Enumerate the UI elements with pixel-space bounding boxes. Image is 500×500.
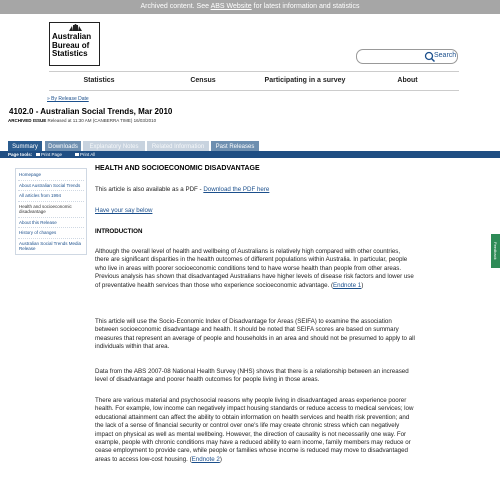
nav-item-statistics[interactable]: Statistics [83,77,115,84]
logo-text: Australian Bureau of Statistics [52,32,92,58]
nav-item-about[interactable]: About [397,77,418,84]
tab-downloads[interactable]: Downloads [45,141,81,151]
release-time: Released at 11:30 AM (CANBERRA TIME) 16/03/2010 [46,118,157,123]
endnote-2-link[interactable]: Endnote 2 [191,455,220,463]
nav-item-census[interactable]: Census [190,77,216,84]
download-pdf-link[interactable]: Download the PDF here [203,186,270,193]
sidebar-item-all-articles[interactable]: All articles from 1994 [18,191,84,202]
print-all-label: Print All [80,152,96,157]
print-page-button[interactable] [36,151,62,158]
sidebar-item-about-release[interactable]: About this Release [18,218,84,229]
by-release-date-link[interactable]: » By Release Date [47,96,89,102]
archive-banner-suffix: for latest information and statistics [251,3,360,10]
paragraph-2: This article will use the Socio-Economic Index of Disadvantage for Areas (SEIFA) to examine the association between socioeconomic disadvantage and health. It should be noted that SEIFA scores are based on summary measures that represent an average of people and households in an area and should not be presumed to apply to all individuals within that area. [95,318,415,351]
sidebar-item-history[interactable]: History of changes [18,228,84,239]
sidebar-item-about-ast[interactable]: About Australian Social Trends [18,181,84,192]
tab-related-information: Related Information [147,141,209,151]
search-button[interactable]: Search [434,52,457,59]
coat-of-arms-icon [69,24,82,32]
page-title: 4102.0 - Australian Social Trends, Mar 2010 [9,107,173,116]
pdf-line [95,186,415,194]
sidebar-item-homepage[interactable]: Homepage [18,170,84,181]
archived-issue-label: ARCHIVED ISSUE [8,118,47,123]
paragraph-4-text: There are various material and psychosocial reasons why people living in disadvantaged areas experience poorer health. For example, low income can negatively impact housing standards or reduce access to medical services; low educational attainment can affect the ability to obtain information on health services and health risk prevention; and the lack of a sense of financial security or control over one's life may create chronic stress which can negatively impact on physical as well as mental wellbeing. However, the direction of causality is not necessarily one way. For example, people with chronic conditions may have a reduced ability to earn income, family members may reduce or cease employment to provide care, while people or families whose income is reduced may move to disadvantaged areas to access low-cost housing. ( [95,397,414,463]
introduction-heading: INTRODUCTION [95,228,143,235]
main-nav [49,71,459,91]
have-your-say-link[interactable]: Have your say below [95,207,153,214]
archived-issue-line [8,118,156,123]
paragraph-1-end: ) [361,281,364,289]
tab-past-releases[interactable]: Past Releases [211,141,259,151]
archive-banner-prefix: Archived content. See [140,3,211,10]
sidebar-item-health: Health and socioeconomic disadvantage [18,202,84,218]
print-all-button[interactable] [75,151,95,158]
tab-summary[interactable]: Summary [8,141,42,151]
abs-website-link[interactable]: ABS Website [210,3,252,10]
nav-item-participating[interactable]: Participating in a survey [264,77,346,84]
article-heading: HEALTH AND SOCIOECONOMIC DISADVANTAGE [95,165,260,172]
paragraph-4-end: ) [219,455,222,463]
sidebar-item-media-release[interactable]: Australian Social Trends Media Release [19,240,82,251]
tab-explanatory-notes: Explanatory Notes [83,141,145,151]
printer-icon [75,153,79,156]
endnote-1-link[interactable]: Endnote 1 [333,281,362,289]
paragraph-1-text: Although the overall level of health and wellbeing of Australians is relatively high compared with other countries, there are significant disparities in the health outcomes of different populations within Australia. In particular, people who live in areas with poorer socioeconomic conditions tend to have worse health than people from other areas. Previous analysis has shown that disadvantaged Australians have higher levels of disease risk factors and lower use of preventative health services than those who experience socioeconomic advantage. ( [95,248,414,289]
have-your-say-line [95,207,415,215]
page-tools-bar [0,151,500,158]
sidebar [15,168,87,255]
feedback-tab[interactable]: Feedback [491,234,500,268]
paragraph-4 [95,397,415,464]
printer-icon [36,153,40,156]
pdf-prefix: This article is also available as a PDF - [95,186,204,193]
print-page-label: Print Page [41,152,63,157]
archive-banner [0,0,500,14]
page-tools-label: Page tools: [8,152,33,157]
paragraph-3: Data from the ABS 2007-08 National Health Survey (NHS) shows that there is a relationship between an increased level of disadvantage and poorer health outcomes for people living in those areas. [95,368,409,384]
abs-logo[interactable] [49,22,100,66]
release-date-breadcrumb [47,96,89,102]
paragraph-1 [95,248,415,290]
